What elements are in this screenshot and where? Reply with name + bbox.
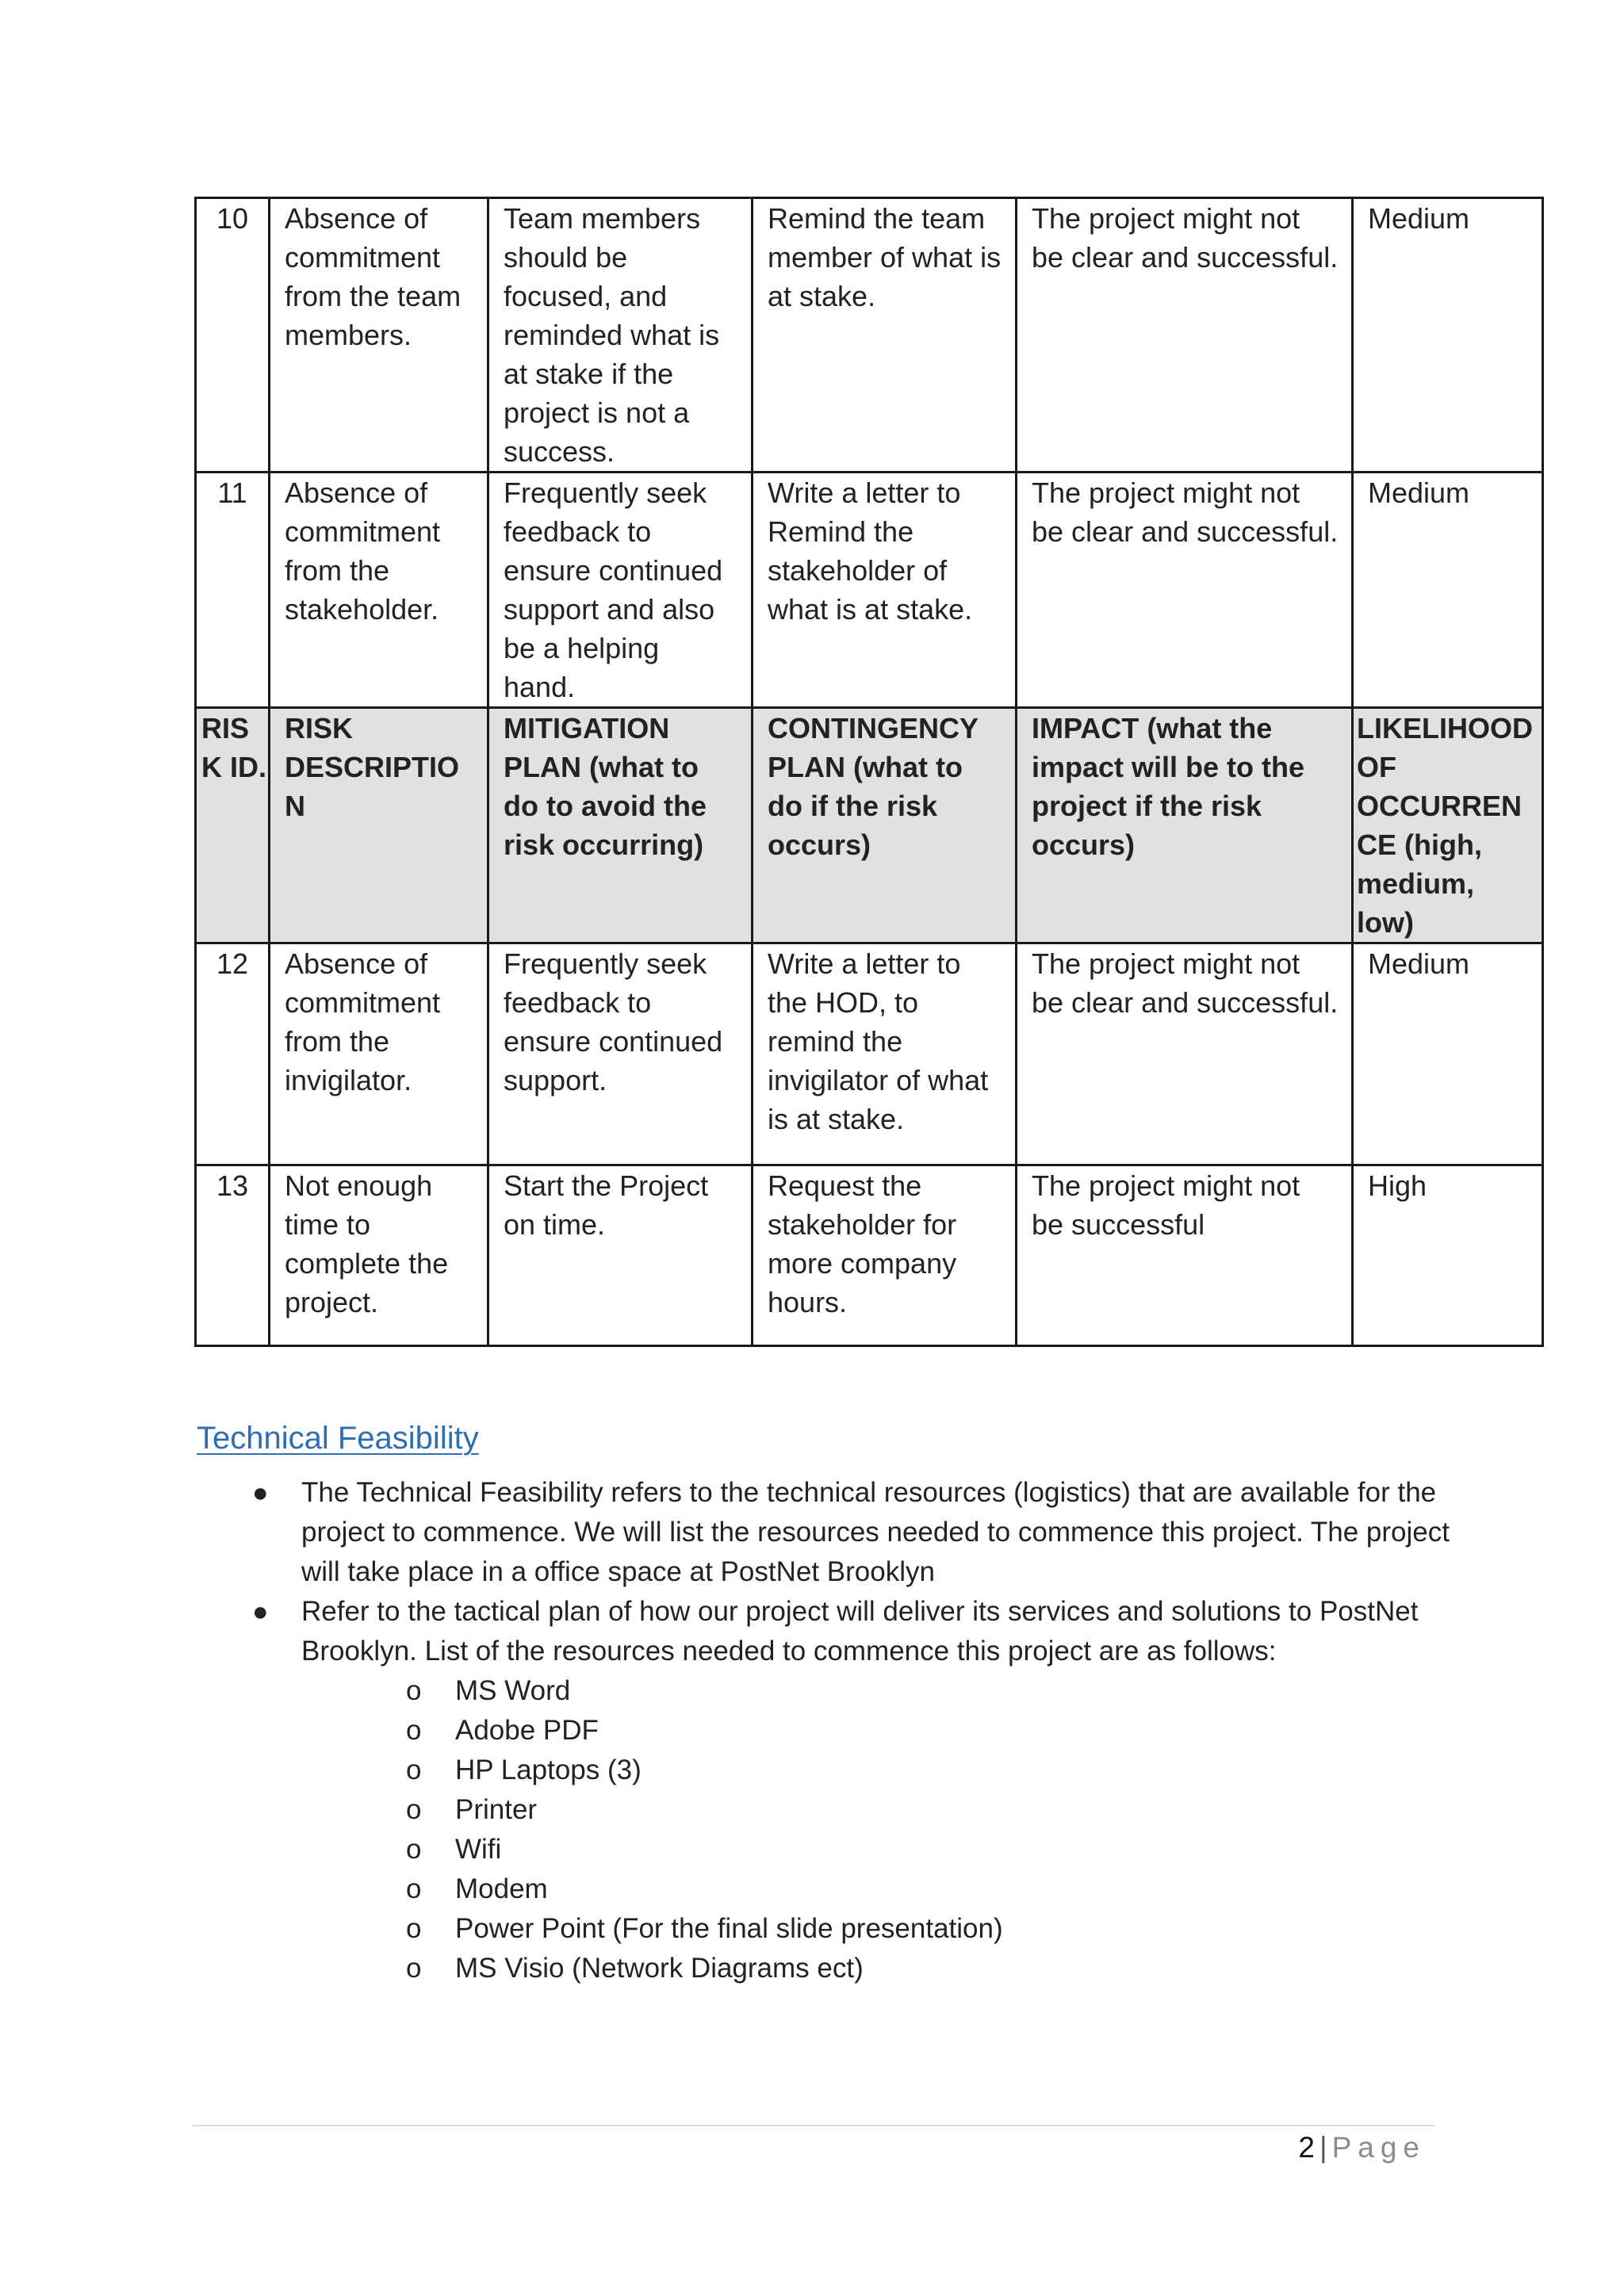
risk-register-table xyxy=(194,197,1544,1347)
bullet-icon: ● xyxy=(252,1478,269,1508)
risk-id-cell: 10 xyxy=(196,198,270,473)
resource-item xyxy=(301,1751,1451,1790)
table-header-row xyxy=(196,708,1543,943)
page-label: Page xyxy=(1331,2131,1426,2164)
page-footer xyxy=(1298,2128,1426,2168)
circle-bullet-icon: o xyxy=(406,1715,422,1746)
header-contingency-plan: CONTINGENCY PLAN (what to do if the risk occurs) xyxy=(753,708,1017,943)
resource-label: Power Point (For the final slide presentation) xyxy=(455,1913,1003,1944)
header-likelihood: LIKELIHOOD OF OCCURRENCE (high, medium, low) xyxy=(1353,708,1543,943)
likelihood-cell: Medium xyxy=(1353,198,1543,473)
contingency-plan-cell: Write a letter to Remind the stakeholder of what is at stake. xyxy=(753,473,1017,708)
table-row xyxy=(196,473,1543,708)
impact-cell: The project might not be clear and successful. xyxy=(1017,473,1353,708)
impact-cell: The project might not be successful xyxy=(1017,1165,1353,1346)
risk-description-cell: Not enough time to complete the project. xyxy=(270,1165,488,1346)
impact-cell: The project might not be clear and successful. xyxy=(1017,943,1353,1165)
resource-label: Adobe PDF xyxy=(455,1715,599,1746)
paragraph-text: The Technical Feasibility refers to the technical resources (logistics) that are available for the project to commence. We will list the resources needed to commence this project. The project will take place in a office space at PostNet Brooklyn xyxy=(301,1477,1450,1587)
contingency-plan-cell: Remind the team member of what is at stake. xyxy=(753,198,1017,473)
mitigation-plan-cell: Frequently seek feedback to ensure continued support and also be a helping hand. xyxy=(488,473,753,708)
resource-item xyxy=(301,1671,1451,1711)
impact-cell: The project might not be clear and successful. xyxy=(1017,198,1353,473)
circle-bullet-icon: o xyxy=(406,1834,422,1865)
risk-description-cell: Absence of commitment from the invigilator. xyxy=(270,943,488,1165)
risk-id-cell: 12 xyxy=(196,943,270,1165)
mitigation-plan-cell: Team members should be focused, and reminded what is at stake if the project is not a success. xyxy=(488,198,753,473)
circle-bullet-icon: o xyxy=(406,1675,422,1706)
circle-bullet-icon: o xyxy=(406,1953,422,1984)
contingency-plan-cell: Request the stakeholder for more company hours. xyxy=(753,1165,1017,1346)
risk-description-cell: Absence of commitment from the team members. xyxy=(270,198,488,473)
bullet-icon: ● xyxy=(252,1597,269,1627)
resource-label: MS Word xyxy=(455,1675,571,1706)
risk-id-cell: 13 xyxy=(196,1165,270,1346)
section-heading: Technical Feasibility xyxy=(197,1421,479,1456)
resource-label: Wifi xyxy=(455,1834,502,1865)
table-row xyxy=(196,1165,1543,1346)
resource-label: Modem xyxy=(455,1873,548,1904)
resource-label: Printer xyxy=(455,1794,538,1825)
feasibility-bullet-list xyxy=(246,1473,1451,1988)
contingency-plan-cell: Write a letter to the HOD, to remind the invigilator of what is at stake. xyxy=(753,943,1017,1165)
list-item xyxy=(246,1592,1451,1988)
resource-label: HP Laptops (3) xyxy=(455,1755,642,1785)
circle-bullet-icon: o xyxy=(406,1913,422,1944)
circle-bullet-icon: o xyxy=(406,1755,422,1785)
resource-label: MS Visio (Network Diagrams ect) xyxy=(455,1953,864,1984)
header-risk-id: RISK ID. xyxy=(196,708,270,943)
resource-item xyxy=(301,1790,1451,1830)
resource-item xyxy=(301,1711,1451,1751)
likelihood-cell: Medium xyxy=(1353,473,1543,708)
circle-bullet-icon: o xyxy=(406,1794,422,1825)
likelihood-cell: High xyxy=(1353,1165,1543,1346)
table-row xyxy=(196,943,1543,1165)
paragraph-text: Refer to the tactical plan of how our project will deliver its services and solutions to PostNet Brooklyn. List of the resources needed to commence this project are as follows: xyxy=(301,1596,1419,1667)
risk-description-cell: Absence of commitment from the stakeholder. xyxy=(270,473,488,708)
footer-divider xyxy=(193,2125,1434,2126)
footer-separator: | xyxy=(1319,2131,1327,2164)
resource-item xyxy=(301,1869,1451,1909)
circle-bullet-icon: o xyxy=(406,1873,422,1904)
resource-item xyxy=(301,1830,1451,1869)
likelihood-cell: Medium xyxy=(1353,943,1543,1165)
header-impact: IMPACT (what the impact will be to the project if the risk occurs) xyxy=(1017,708,1353,943)
mitigation-plan-cell: Frequently seek feedback to ensure continued support. xyxy=(488,943,753,1165)
header-mitigation-plan: MITIGATION PLAN (what to do to avoid the risk occurring) xyxy=(488,708,753,943)
table-row xyxy=(196,198,1543,473)
list-item xyxy=(246,1473,1451,1592)
mitigation-plan-cell: Start the Project on time. xyxy=(488,1165,753,1346)
page-number: 2 xyxy=(1298,2131,1315,2164)
header-risk-description: RISK DESCRIPTION xyxy=(270,708,488,943)
resource-item xyxy=(301,1909,1451,1949)
resources-list xyxy=(301,1671,1451,1988)
resource-item xyxy=(301,1949,1451,1988)
risk-id-cell: 11 xyxy=(196,473,270,708)
